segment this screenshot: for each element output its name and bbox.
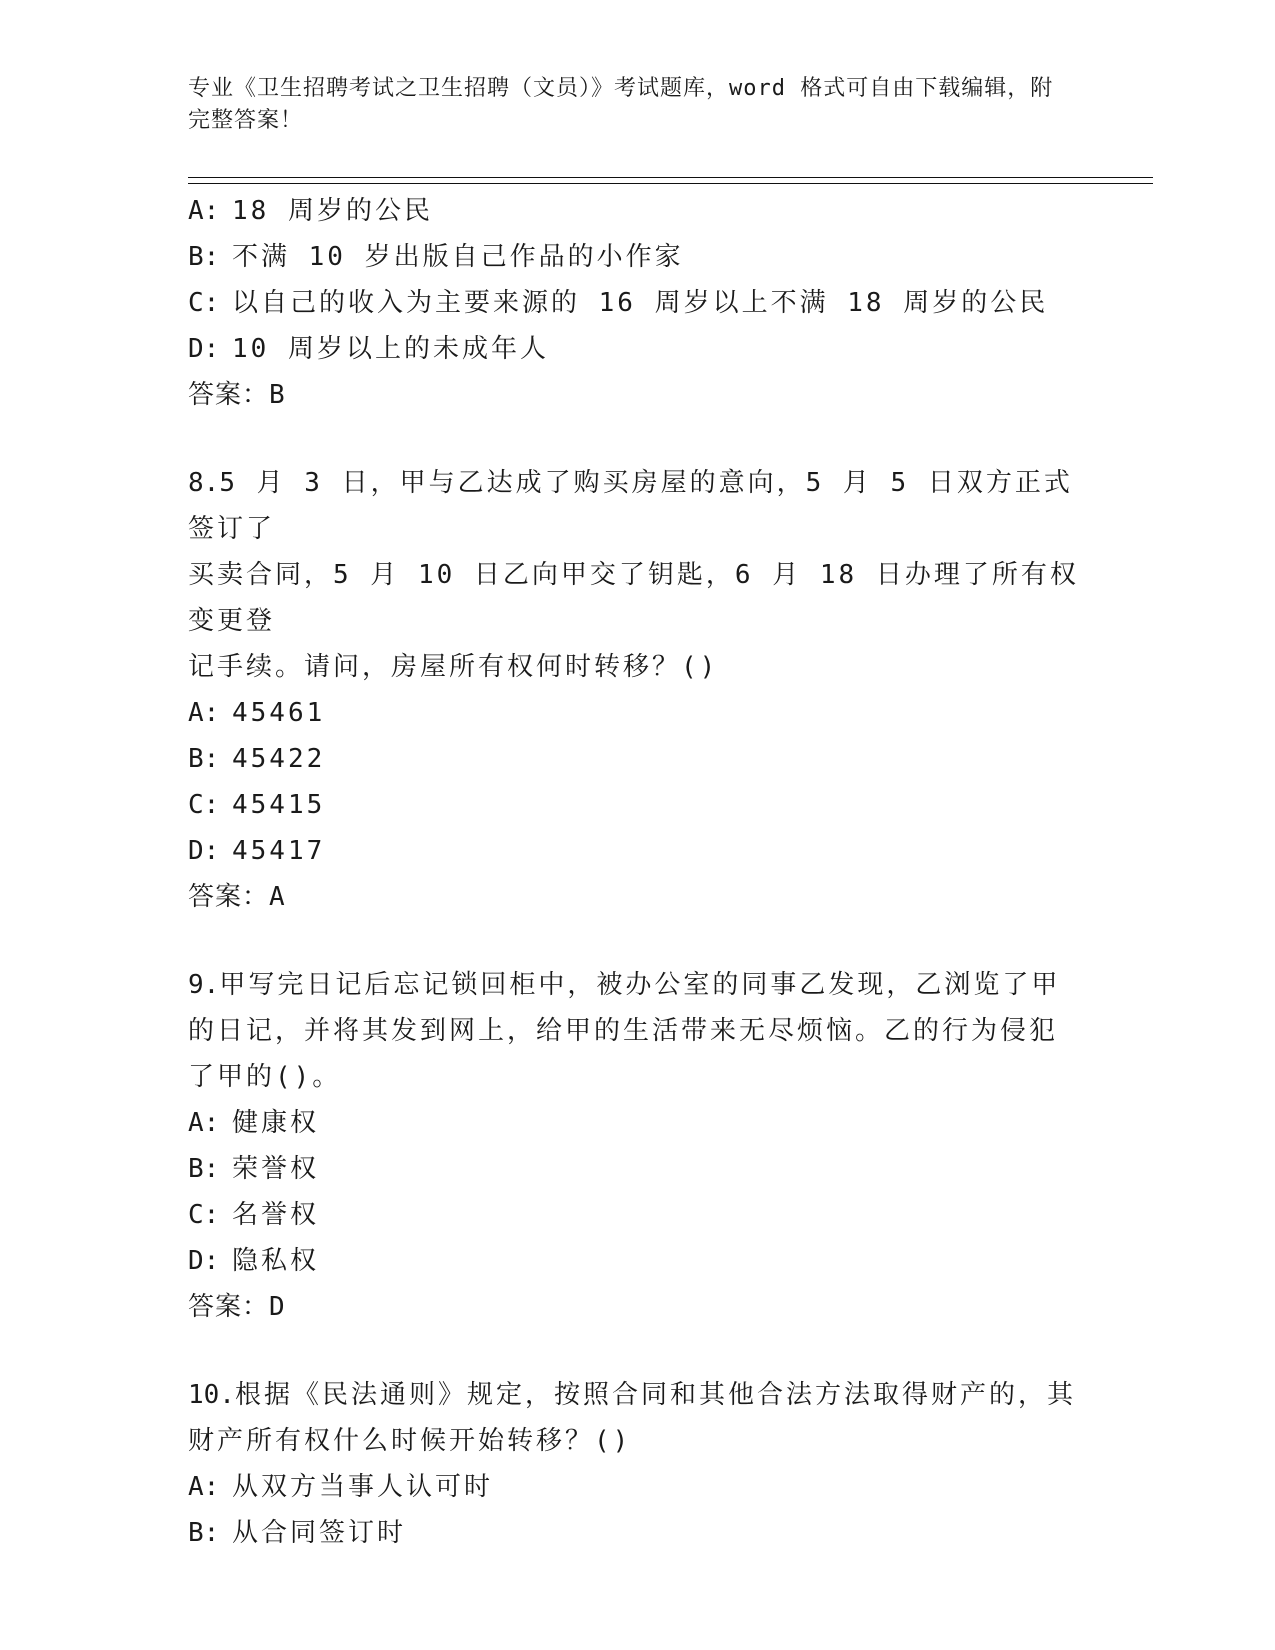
header-rule-top <box>188 177 1153 178</box>
option-a: A: 从双方当事人认可时 <box>188 1472 494 1502</box>
question-stem-line: 9.甲写完日记后忘记锁回柜中，被办公室的同事乙发现，乙浏览了甲 <box>188 970 1061 1000</box>
answer-line: 答案：B <box>188 380 286 410</box>
question-stem-line: 8.5 月 3 日，甲与乙达成了购买房屋的意向，5 月 5 日双方正式签订了 <box>188 468 1073 544</box>
option-b: B: 从合同签订时 <box>188 1518 407 1548</box>
question-stem-line: 记手续。请问，房屋所有权何时转移？() <box>188 652 719 682</box>
option-c: C: 名誉权 <box>188 1200 320 1230</box>
question-block-9 <box>188 962 1088 1330</box>
question-list <box>188 188 1088 1556</box>
answer-line: 答案：A <box>188 882 286 912</box>
option-b: B: 不满 10 岁出版自己作品的小作家 <box>188 242 684 272</box>
question-stem-line: 的日记，并将其发到网上，给甲的生活带来无尽烦恼。乙的行为侵犯 <box>188 1016 1059 1046</box>
header-rule-bottom <box>188 183 1153 184</box>
question-stem-line: 10.根据《民法通则》规定，按照合同和其他合法方法取得财产的，其 <box>188 1380 1076 1410</box>
option-a: A: 18 周岁的公民 <box>188 196 433 226</box>
question-block-8 <box>188 460 1088 920</box>
option-b: B: 45422 <box>188 744 326 774</box>
question-stem-line: 买卖合同，5 月 10 日乙向甲交了钥匙，6 月 18 日办理了所有权变更登 <box>188 560 1079 636</box>
option-a: A: 45461 <box>188 698 326 728</box>
question-block-10 <box>188 1372 1088 1556</box>
option-d: D: 10 周岁以上的未成年人 <box>188 334 549 364</box>
option-a: A: 健康权 <box>188 1108 320 1138</box>
option-d: D: 45417 <box>188 836 326 866</box>
document-header: 专业《卫生招聘考试之卫生招聘（文员）》考试题库，word 格式可自由下载编辑，附完整答案！ <box>188 76 1054 133</box>
question-stem-line: 财产所有权什么时候开始转移？() <box>188 1426 632 1456</box>
question-stem-line: 了甲的()。 <box>188 1062 342 1092</box>
answer-line: 答案：D <box>188 1292 286 1322</box>
option-b: B: 荣誉权 <box>188 1154 320 1184</box>
option-d: D: 隐私权 <box>188 1246 320 1276</box>
option-c: C: 45415 <box>188 790 326 820</box>
option-c: C: 以自己的收入为主要来源的 16 周岁以上不满 18 周岁的公民 <box>188 288 1049 318</box>
question-block-7 <box>188 188 1088 418</box>
